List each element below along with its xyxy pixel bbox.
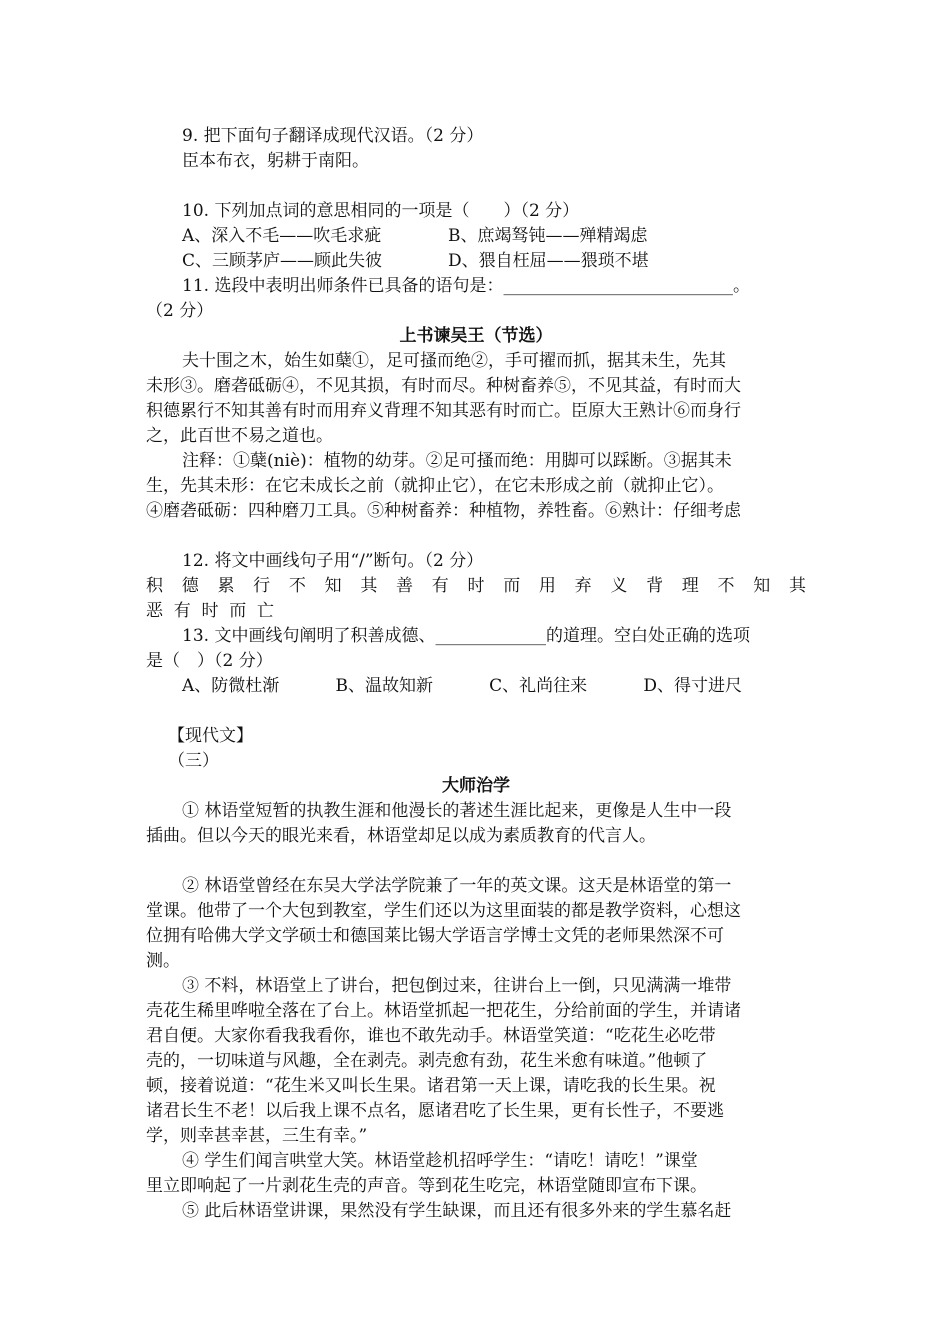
q12-char: 时 (467, 576, 485, 596)
q11-points: （2 分） (146, 301, 214, 321)
article-line: 里立即响起了一片剥花生壳的声音。等到花生吃完，林语堂随即宣布下课。 (146, 1176, 707, 1196)
article-line: 测。 (146, 951, 180, 971)
q12-char: 义 (610, 576, 628, 596)
q12-char: 用 (538, 576, 556, 596)
passage-line: 之，此百世不易之道也。 (146, 426, 333, 446)
q12-char: 行 (253, 576, 271, 596)
q12-char: 而 (229, 601, 247, 621)
passage-note: 生，先其未形：在它未成长之前（就抑止它），在它未形成之前（就抑止它）。 (146, 476, 724, 496)
q12-char: 时 (201, 601, 219, 621)
section-subheading: （三） (168, 751, 219, 771)
q9-sentence: 臣本布衣，躬耕于南阳。 (182, 151, 369, 171)
q12-char: 恶 (146, 601, 163, 621)
article-line: 位拥有哈佛大学文学硕士和德国莱比锡大学语言学博士文凭的老师果然深不可 (146, 926, 724, 946)
q12-char: 知 (753, 576, 771, 596)
passage-line: 积德累行不知其善有时而用弃义背理不知其恶有时而亡。臣原大王熟计⑥而身行 (146, 401, 741, 421)
section-heading: 【现代文】 (168, 726, 253, 746)
article-line: 君自便。大家你看我我看你，谁也不敢先动手。林语堂笑道：“吃花生必吃带 (146, 1026, 716, 1046)
q10-options-row2 (182, 249, 649, 274)
passage-title: 上书谏吴王（节选） (399, 326, 553, 346)
q13-prompt: 13. 文中画线句阐明了积善成德、_____________的道理。空白处正确的选项 (182, 626, 750, 646)
article-line: 诸君长生不老！以后我上课不点名，愿诸君吃了长生果，更有长性子，不要逃 (146, 1101, 724, 1121)
q12-char: 弃 (574, 576, 592, 596)
q10-options-row1 (182, 224, 648, 249)
q12-char: 知 (324, 576, 342, 596)
q10-option-a: A、深入不毛——吹毛求疵 (182, 226, 382, 246)
q12-char: 累 (217, 576, 235, 596)
article-line: ③ 不料，林语堂上了讲台，把包倒过来，往讲台上一倒，只见满满一堆带 (182, 976, 732, 996)
article-line: ② 林语堂曾经在东吴大学法学院兼了一年的英文课。这天是林语堂的第一 (182, 876, 732, 896)
q13-options (182, 674, 742, 699)
q13-option-c: C、礼尚往来 (489, 676, 588, 696)
q12-char: 不 (288, 576, 306, 596)
q12-char: 不 (717, 576, 735, 596)
passage-note: 注释：①蘖(niè)：植物的幼芽。②足可搔而绝：用脚可以踩断。③据其未 (182, 451, 732, 471)
q12-char: 亡 (257, 601, 274, 621)
q12-prompt: 12. 将文中画线句子用“/”断句。（2 分） (182, 551, 484, 571)
article-title: 大师治学 (442, 776, 510, 796)
passage-note: ④磨砻砥砺：四种磨刀工具。⑤种树畜养：种植物，养牲畜。⑥熟计：仔细考虑 (146, 501, 741, 521)
q13-option-a: A、防微杜渐 (182, 676, 280, 696)
q13-option-b: B、温故知新 (335, 676, 433, 696)
article-line: ④ 学生们闻言哄堂大笑。林语堂趁机招呼学生：“请吃！请吃！”课堂 (182, 1151, 698, 1171)
q12-char-row1 (146, 574, 806, 599)
q10-option-c: C、三顾茅庐——顾此失彼 (182, 251, 383, 271)
q12-char: 有 (173, 601, 191, 621)
q12-char: 其 (360, 576, 378, 596)
passage-line: 夫十围之木，始生如蘖①，足可搔而绝②，手可擢而抓，据其未生，先其 (182, 351, 726, 371)
q12-char: 德 (181, 576, 199, 596)
article-line: 堂课。他带了一个大包到教室，学生们还以为这里面装的都是教学资料，心想这 (146, 901, 741, 921)
q12-char: 背 (646, 576, 664, 596)
passage-line: 未形③。磨砻砥砺④，不见其损，有时而尽。种树畜养⑤，不见其益，有时而大 (146, 376, 741, 396)
q10-option-b: B、庶竭驽钝——殚精竭虑 (448, 226, 648, 246)
q12-char: 理 (681, 576, 699, 596)
article-line: ⑤ 此后林语堂讲课，果然没有学生缺课，而且还有很多外来的学生慕名赶 (182, 1201, 732, 1221)
q12-char: 其 (788, 576, 806, 596)
q12-char: 积 (146, 576, 163, 596)
q12-char: 善 (396, 576, 414, 596)
q12-char-row2 (146, 599, 274, 624)
q11-prompt: 11. 选段中表明出师条件已具备的语句是：___________________________。 (182, 276, 750, 296)
q10-option-d: D、猥自枉屈——猥琐不堪 (448, 251, 649, 271)
article-line: 学，则幸甚幸甚，三生有幸。” (146, 1126, 368, 1146)
article-line: 壳的，一切味道与风趣，全在剥壳。剥壳愈有劲，花生米愈有味道。”他顿了 (146, 1051, 708, 1071)
article-line: ① 林语堂短暂的执教生涯和他漫长的著述生涯比起来，更像是人生中一段 (182, 801, 732, 821)
q9-prompt: 9. 把下面句子翻译成现代汉语。（2 分） (182, 126, 484, 146)
q12-char: 有 (431, 576, 449, 596)
q12-char: 而 (503, 576, 521, 596)
q13-prompt-cont: 是（ ）（2 分） (146, 651, 273, 671)
q10-prompt: 10. 下列加点词的意思相同的一项是（ ）（2 分） (182, 201, 580, 221)
article-line: 壳花生稀里哗啦全落在了台上。林语堂抓起一把花生，分给前面的学生，并请诸 (146, 1001, 741, 1021)
article-line: 插曲。但以今天的眼光来看，林语堂却足以成为素质教育的代言人。 (146, 826, 656, 846)
q13-option-d: D、得寸进尺 (643, 676, 742, 696)
article-line: 顿，接着说道：“花生米又叫长生果。诸君第一天上课，请吃我的长生果。祝 (146, 1076, 716, 1096)
